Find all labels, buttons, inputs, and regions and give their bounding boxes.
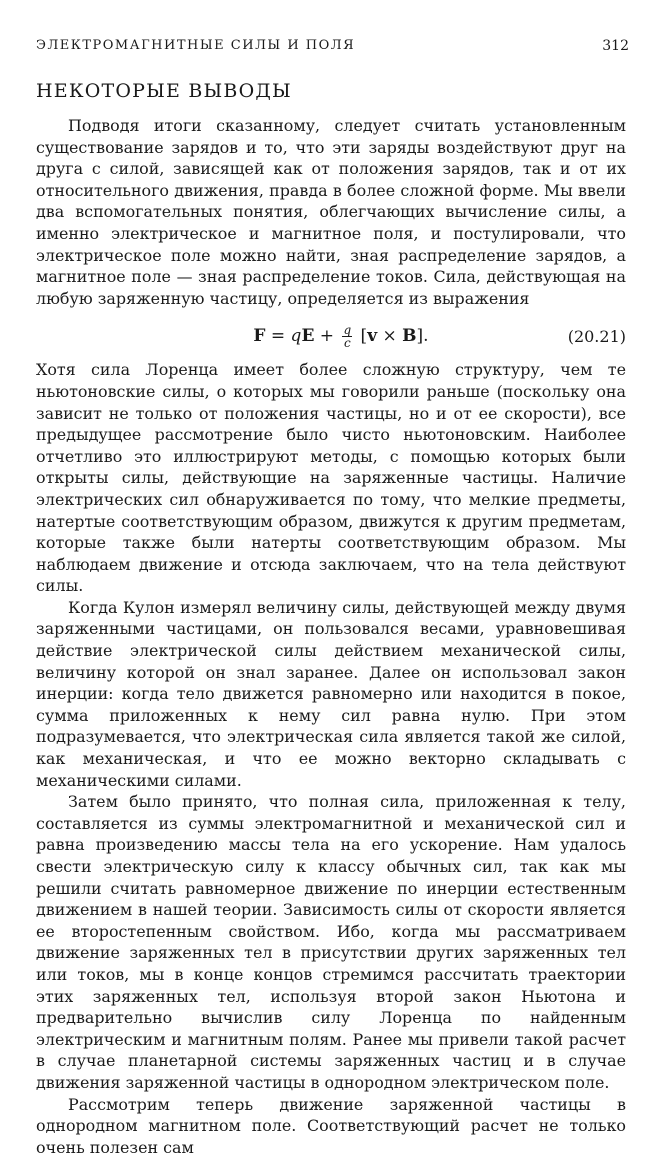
cross-product-sign: × <box>377 325 403 346</box>
equals-sign: = <box>265 325 291 346</box>
body-text <box>36 115 626 1158</box>
page-number: 312 <box>602 38 629 54</box>
bracket-open: [ <box>355 325 368 346</box>
fraction-q-over-c <box>342 324 352 349</box>
charge-symbol: q <box>290 325 302 346</box>
plus-sign: + <box>314 325 340 346</box>
paragraph-1: Подводя итоги сказанному, следует считать установленным существование зарядов и то, что эти заряды воздействуют друг на друга с силой, зависящей как от положения зарядов, так и от их относительного движения, правда в более сложной форме. Мы ввели два вспомогательных понятия, облегчающих вычисление силы, а именно электрическое и магнитное поля, и постулировали, что электрическое поле можно найти, зная распределение зарядов, а магнитное поле — зная распределение токов. Сила, действующая на любую заряженную частицу, определяется из выражения <box>36 116 626 308</box>
velocity-symbol: v <box>367 325 378 346</box>
running-header <box>36 38 629 54</box>
paragraph-3: Когда Кулон измерял величину силы, действующей между двумя заряженными частицами, он пользовался весами, уравновешивая действие электрической силы действием механической силы, величину которой он знал заранее. Далее он использовал закон инерции: когда тело движется равномерно или находится в покое, сумма приложенных к нему сил равна нулю. При этом подразумевается, что электрическая сила является такой же силой, как механическая, и что ее можно векторно складывать с механическими силами. <box>36 597 626 790</box>
force-symbol: F <box>253 325 266 346</box>
electric-field-symbol: E <box>301 325 315 346</box>
section-title: НЕКОТОРЫЕ ВЫВОДЫ <box>36 80 292 102</box>
bracket-close: ]. <box>416 325 429 346</box>
fraction-denominator: c <box>343 335 351 350</box>
magnetic-field-symbol: B <box>402 325 417 346</box>
paragraph-4: Затем было принято, что полная сила, приложенная к телу, составляется из суммы электромагнитной и механической сил и равна произведению массы тела на его ускорение. Нам удалось свести электрическую силу к классу обычных сил, так как мы решили считать равномерное движение по инерции естественным движением в нашей теории. Зависимость силы от скорости является ее второстепенным свойством. Ибо, когда мы рассматриваем движение заряженных тел в присутствии других заряженных тел или токов, мы в конце концов стремимся рассчитать траектории этих заряженных тел, используя второй закон Ньютона и предварительно вычислив силу Лоренца по найденным электрическим и магнитным полям. Ранее мы привели такой расчет в случае планетарной системы заряженных частиц и в случае движения заряженной частицы в однородном электрическом поле. <box>36 792 626 1092</box>
paragraph-2: Хотя сила Лоренца имеет более сложную структуру, чем те ньютоновские силы, о которых мы говорили раньше (поскольку она зависит не только от положения частицы, но и от ее скорости), все предыдущее рассмотрение было чисто ньютоновским. Наиболее отчетливо это иллюстрируют методы, с помощью которых были открыты силы, действующие на заряженные частицы. Наличие электрических сил обнаруживается по тому, что мелкие предметы, натертые соответствующим образом, движутся к другим предметам, которые также были натерты соответствующим образом. Мы наблюдаем движение и отсюда заключаем, что на тела действуют силы. <box>36 360 626 596</box>
paragraph-5: Рассмотрим теперь движение заряженной частицы в однородном магнитном поле. Соответствующий расчет не только очень полезен сам <box>36 1094 626 1157</box>
equation-20-21 <box>36 313 626 359</box>
equation-number: (20.21) <box>567 326 626 346</box>
equation-expression <box>253 324 428 349</box>
fraction-numerator: q <box>343 322 352 337</box>
running-title: ЭЛЕКТРОМАГНИТНЫЕ СИЛЫ И ПОЛЯ <box>36 38 356 53</box>
